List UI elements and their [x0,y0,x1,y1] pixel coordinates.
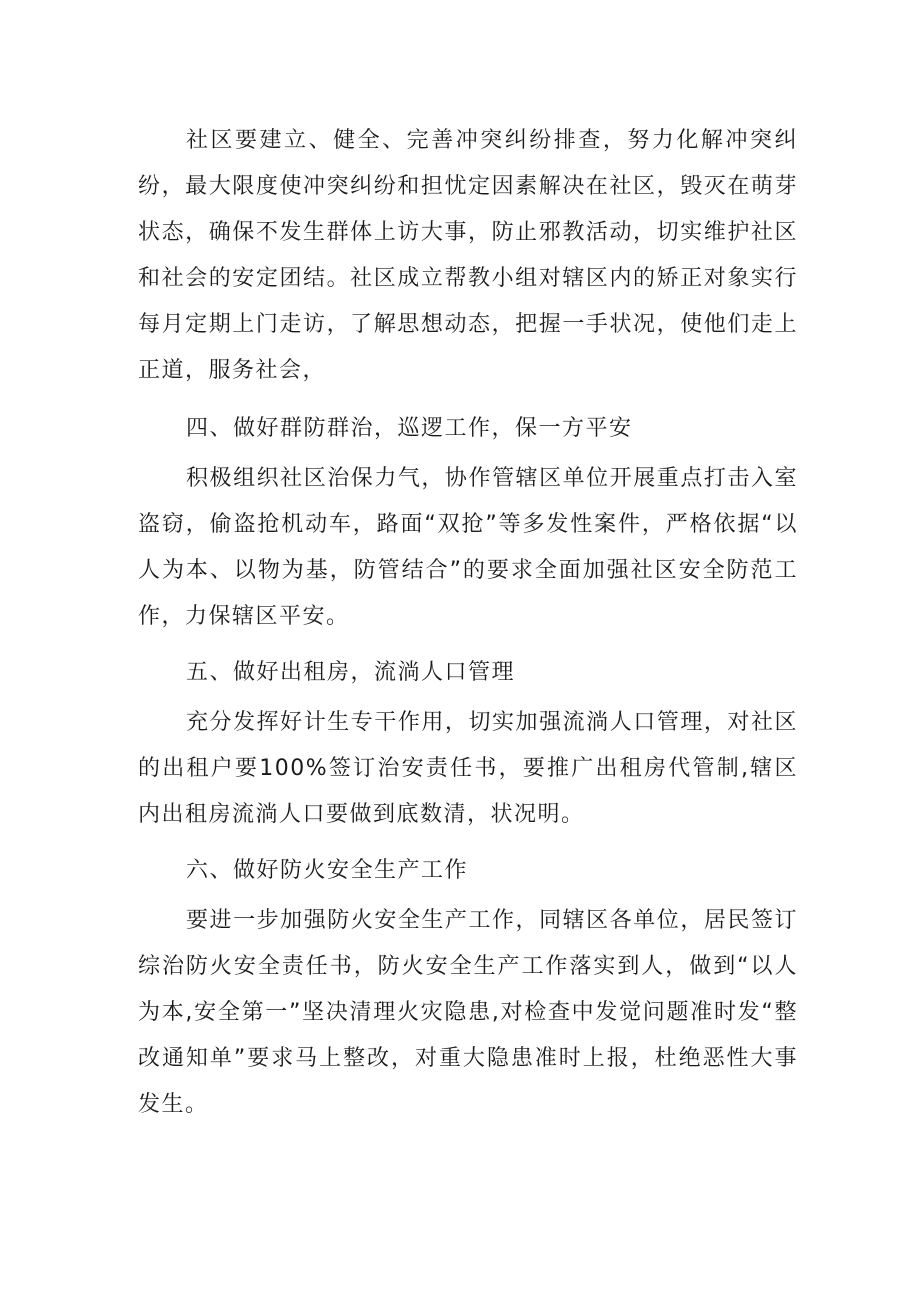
paragraph-rental-management: 充分发挥好计生专干作用，切实加强流淌人口管理，对社区的出租户要100%签订治安责任书，要推广出租房代管制,辖区内出租房流淌人口要做到底数清，状况明。 [138,710,798,827]
paragraph-patrol: 积极组织社区治保力气，协作管辖区单位开展重点打击入室盗窃，偷盗抢机动车，路面“双抢”等多发性案件，严格依据“以人为本、以物为基，防管结合”的要求全面加强社区安全防范工作，力保辖区平安。 [138,466,798,629]
paragraph-community-dispute: 社区要建立、健全、完善冲突纠纷排查，努力化解冲突纠纷，最大限度使冲突纠纷和担忧定因素解决在社区，毁灭在萌芽状态，确保不发生群体上访大事，防止邪教活动，切实维护社区和社会的安定团结。社区成立帮教小组对辖区内的矫正对象实行每月定期上门走访，了解思想动态，把握一手状况，使他们走上正道，服务社会， [138,128,798,383]
document-body [138,118,798,1128]
heading-section-six: 六、做好防火安全生产工作 [186,858,469,883]
heading-section-four: 四、做好群防群治，巡逻工作，保一方平安 [186,416,633,441]
paragraph-fire-safety: 要进一步加强防火安全生产工作，同辖区各单位，居民签订综治防火安全责任书，防火安全生产工作落实到人，做到“以人为本,安全第一”坚决清理火灾隐患,对检查中发觉问题准时发“整改通知单”要求马上整改，对重大隐患准时上报，杜绝恶性大事发生。 [138,908,798,1117]
heading-section-five: 五、做好出租房，流淌人口管理 [186,660,516,685]
